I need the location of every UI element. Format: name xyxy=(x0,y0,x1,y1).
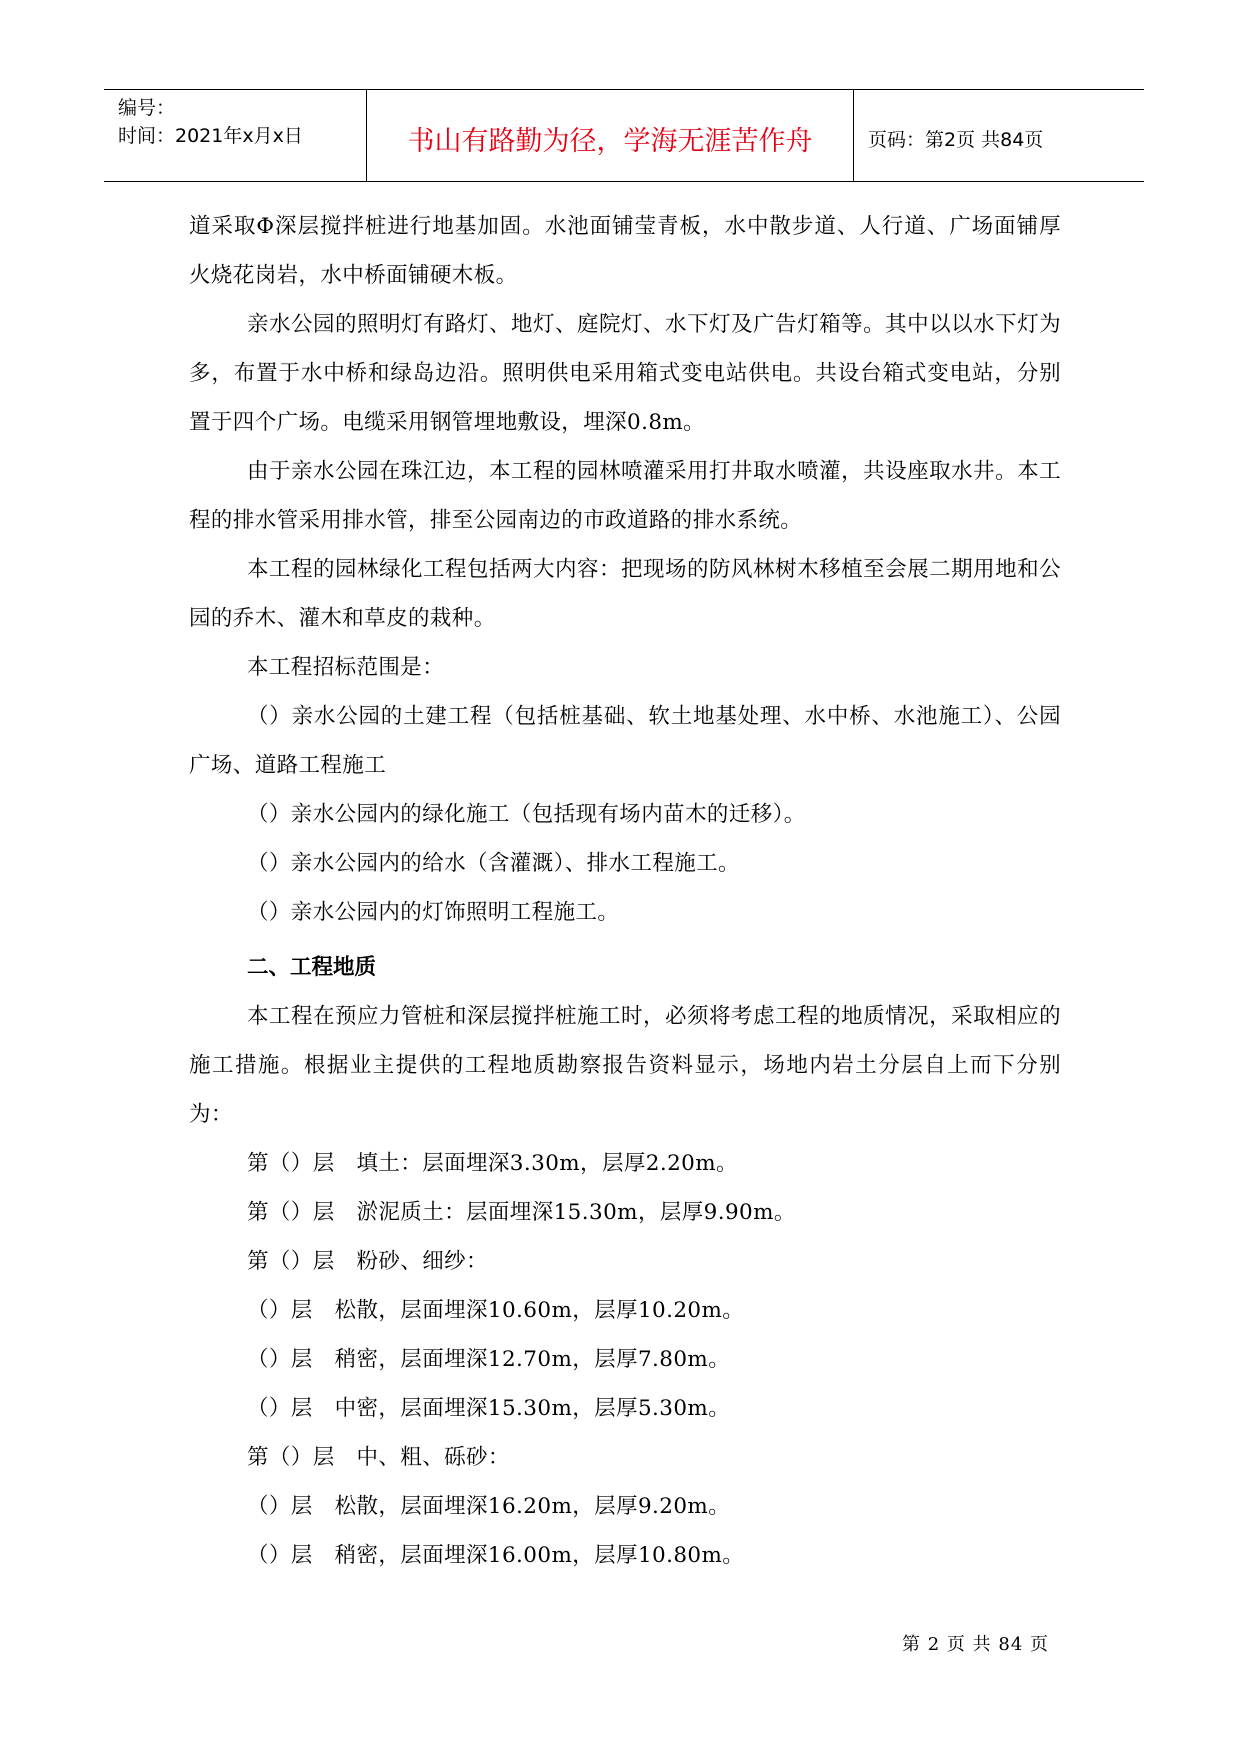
layer-line: 第（）层 中、粗、砾砂： xyxy=(247,1445,510,1470)
layer-line: 第（）层 淤泥质土：层面埋深15.30m，层厚9.90m。 xyxy=(247,1200,796,1225)
paragraph-irrigation: 由于亲水公园在珠江边，本工程的园林喷灌采用打井取水喷灌，共设座取水井。本工程的排水管采用排水管，排至公园南边的市政道路的排水系统。 xyxy=(189,459,1061,533)
layer-line: （）层 稍密，层面埋深16.00m，层厚10.80m。 xyxy=(247,1543,745,1568)
document-body xyxy=(189,202,1061,1580)
document-time-label: 时间：2021年x月x日 xyxy=(118,125,303,147)
page-header xyxy=(104,89,1144,182)
page-footer: 第 2 页 共 84 页 xyxy=(902,1634,1049,1655)
header-meta xyxy=(104,90,367,181)
section-heading-geology: 二、工程地质 xyxy=(247,955,377,980)
scope-item: （）亲水公园的土建工程（包括桩基础、软土地基处理、水中桥、水池施工）、公园广场、道路工程施工 xyxy=(189,704,1061,778)
scope-item: （）亲水公园内的给水（含灌溉）、排水工程施工。 xyxy=(247,851,740,876)
scope-item: （）亲水公园内的灯饰照明工程施工。 xyxy=(247,900,620,925)
layer-line: （）层 松散，层面埋深16.20m，层厚9.20m。 xyxy=(247,1494,731,1519)
header-motto: 书山有路勤为径，学海无涯苦作舟 xyxy=(407,126,813,157)
layer-line: （）层 松散，层面埋深10.60m，层厚10.20m。 xyxy=(247,1298,745,1323)
paragraph-geology-intro: 本工程在预应力管桩和深层搅拌桩施工时，必须将考虑工程的地质情况，采取相应的施工措施。根据业主提供的工程地质勘察报告资料显示，场地内岩土分层自上而下分别为： xyxy=(189,1004,1061,1127)
layer-line: （）层 稍密，层面埋深12.70m，层厚7.80m。 xyxy=(247,1347,731,1372)
header-page-label: 页码：第2页 共84页 xyxy=(868,129,1044,151)
scope-item: （）亲水公园内的绿化施工（包括现有场内苗木的迁移）。 xyxy=(247,802,806,827)
paragraph-scope-intro: 本工程招标范围是： xyxy=(247,655,445,680)
document-number-label: 编号： xyxy=(118,97,176,119)
layer-line: 第（）层 粉砂、细纱： xyxy=(247,1249,488,1274)
paragraph-lighting: 亲水公园的照明灯有路灯、地灯、庭院灯、水下灯及广告灯箱等。其中以以水下灯为多，布置于水中桥和绿岛边沿。照明供电采用箱式变电站供电。共设台箱式变电站，分别置于四个广场。电缆采用钢管埋地敷设，埋深0.8m。 xyxy=(189,312,1061,435)
layer-line: 第（）层 填土：层面埋深3.30m，层厚2.20m。 xyxy=(247,1151,738,1176)
paragraph-greening: 本工程的园林绿化工程包括两大内容：把现场的防风林树木移植至会展二期用地和公园的乔木、灌木和草皮的栽种。 xyxy=(189,557,1061,631)
paragraph-continuation: 道采取Φ深层搅拌桩进行地基加固。水池面铺莹青板，水中散步道、人行道、广场面铺厚火烧花岗岩，水中桥面铺硬木板。 xyxy=(189,214,1061,288)
header-page-cell xyxy=(854,90,1144,181)
header-motto-cell xyxy=(367,90,854,181)
layer-line: （）层 中密，层面埋深15.30m，层厚5.30m。 xyxy=(247,1396,731,1421)
